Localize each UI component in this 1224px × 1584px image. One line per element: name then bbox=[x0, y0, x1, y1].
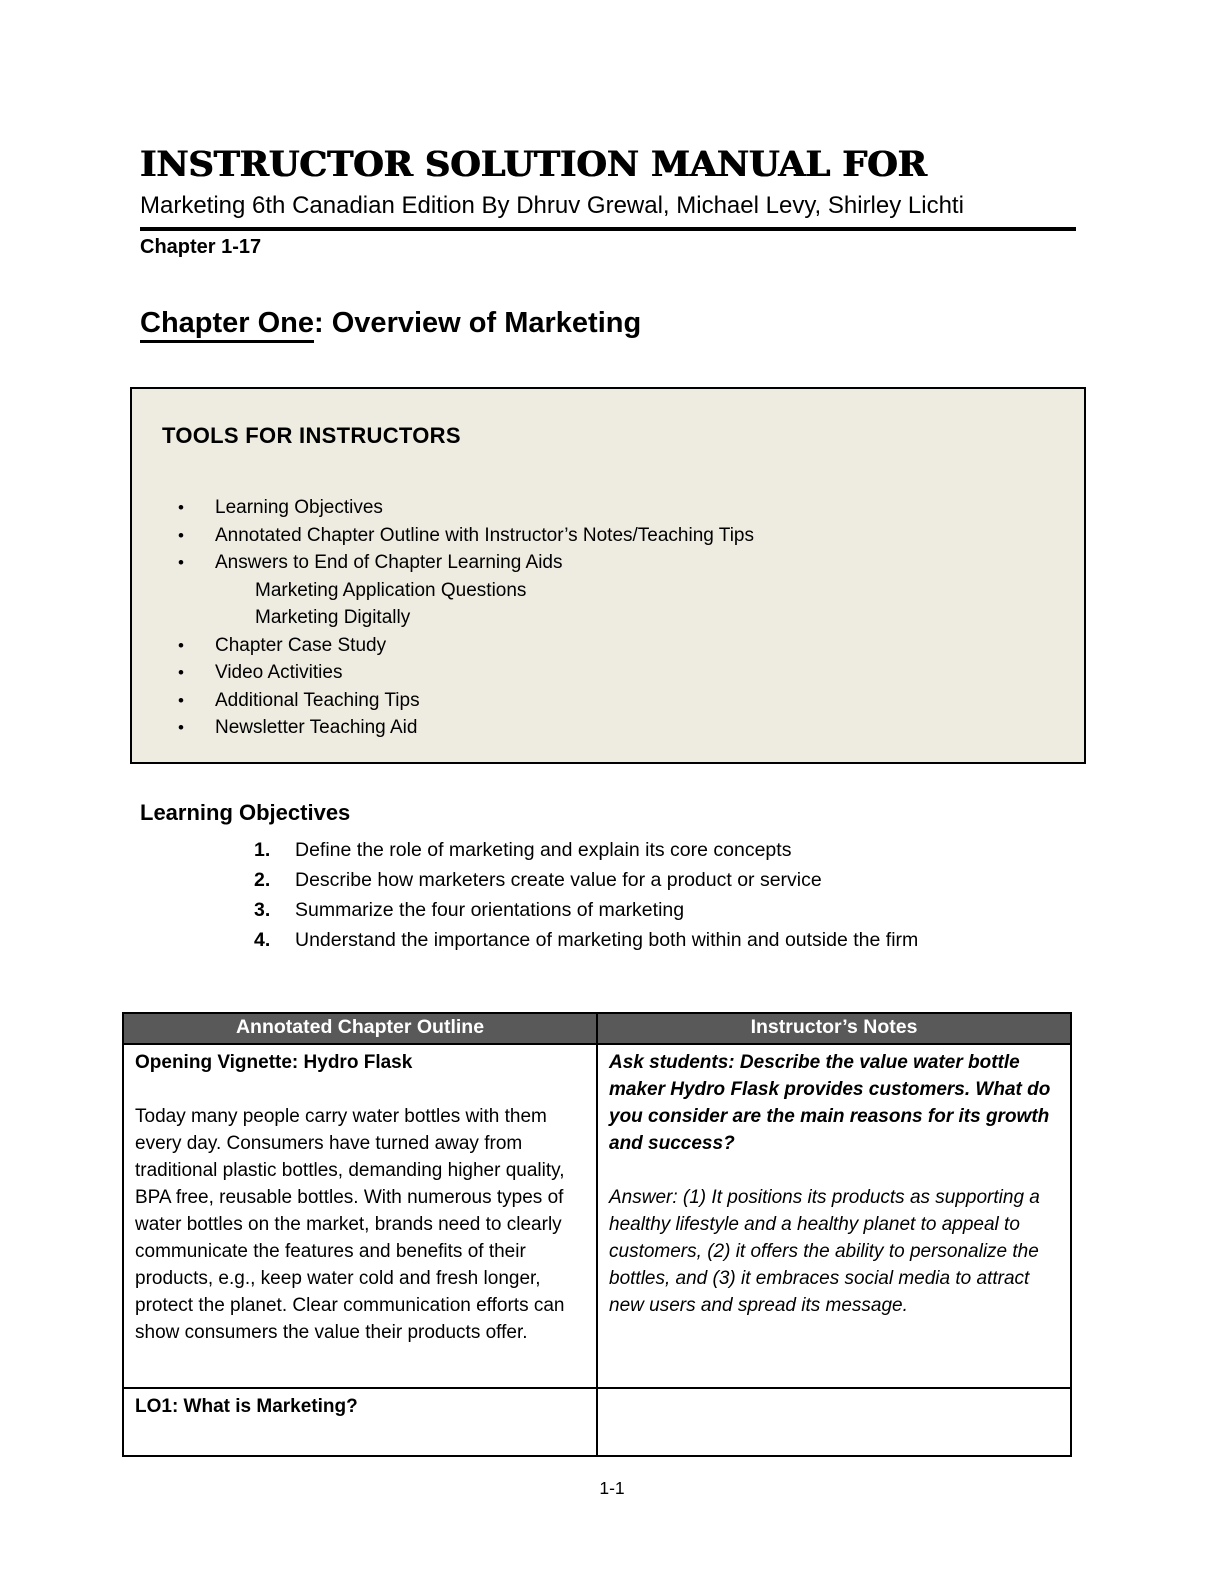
chapter-heading-label: Chapter One bbox=[140, 307, 314, 343]
tools-for-instructors-box bbox=[130, 387, 1086, 764]
objective-item bbox=[140, 835, 1076, 865]
manual-title: INSTRUCTOR SOLUTION MANUAL FOR bbox=[140, 144, 927, 185]
table-row bbox=[123, 1388, 1071, 1456]
chapter-heading bbox=[140, 306, 641, 340]
list-item-label: Marketing Digitally bbox=[255, 607, 411, 628]
outline-cell-opening-vignette bbox=[123, 1044, 597, 1388]
notes-cell-opening-vignette bbox=[597, 1044, 1071, 1388]
list-item bbox=[132, 714, 1084, 742]
objective-item bbox=[140, 925, 1076, 955]
objective-number: 1. bbox=[254, 839, 271, 861]
list-item-label: Learning Objectives bbox=[215, 497, 383, 518]
chapter-heading-separator: : bbox=[314, 307, 332, 339]
bullet-icon: • bbox=[178, 663, 184, 682]
list-item-label: Marketing Application Questions bbox=[255, 579, 527, 601]
bullet-icon: • bbox=[178, 525, 184, 545]
objective-item bbox=[140, 895, 1076, 925]
column-header-annotated-chapter-outline: Annotated Chapter Outline bbox=[123, 1013, 597, 1044]
list-item-label: Annotated Chapter Outline with Instructor’s Notes/Teaching Tips bbox=[215, 524, 754, 546]
objective-number: 3. bbox=[254, 899, 271, 921]
objective-number: 4. bbox=[254, 929, 271, 951]
notes-question: Ask students: Describe the value water bottle maker Hydro Flask provides customers. What do you consider are the main reasons for its growth and success? bbox=[609, 1052, 1051, 1154]
list-item bbox=[132, 522, 1084, 550]
objective-text: Summarize the four orientations of marketing bbox=[295, 899, 685, 921]
list-item-label: Video Activities bbox=[215, 662, 343, 683]
bullet-icon: • bbox=[178, 498, 184, 517]
list-item-sub bbox=[132, 604, 1084, 632]
notes-cell-lo1 bbox=[597, 1388, 1071, 1456]
manual-subtitle: Marketing 6th Canadian Edition By Dhruv Grewal, Michael Levy, Shirley Lichti bbox=[140, 192, 964, 219]
list-item bbox=[132, 632, 1084, 660]
learning-objectives-list bbox=[140, 835, 1076, 955]
outline-cell-lo1 bbox=[123, 1388, 597, 1456]
tools-box-list bbox=[132, 494, 1084, 742]
tools-box-heading: TOOLS FOR INSTRUCTORS bbox=[162, 423, 461, 448]
column-header-instructors-notes: Instructor’s Notes bbox=[597, 1013, 1071, 1044]
list-item-label: Answers to End of Chapter Learning Aids bbox=[215, 552, 563, 573]
list-item-sub bbox=[132, 577, 1084, 605]
list-item bbox=[132, 687, 1084, 715]
list-item-label: Chapter Case Study bbox=[215, 634, 387, 656]
list-item bbox=[132, 549, 1084, 577]
chapter-range: Chapter 1-17 bbox=[140, 236, 262, 258]
bullet-icon: • bbox=[178, 553, 184, 572]
learning-objectives-heading: Learning Objectives bbox=[140, 800, 351, 825]
document-header bbox=[140, 146, 1076, 259]
table-header-row bbox=[123, 1013, 1071, 1044]
header-rule-divider bbox=[140, 227, 1076, 231]
bullet-icon: • bbox=[178, 635, 184, 655]
objective-item bbox=[140, 865, 1076, 895]
outline-cell-title: LO1: What is Marketing? bbox=[135, 1396, 358, 1417]
list-item bbox=[132, 659, 1084, 687]
list-item-label: Additional Teaching Tips bbox=[215, 689, 420, 711]
bullet-icon: • bbox=[178, 718, 184, 737]
objective-text: Define the role of marketing and explain its core concepts bbox=[295, 839, 792, 861]
outline-cell-title: Opening Vignette: Hydro Flask bbox=[135, 1052, 413, 1073]
list-item-label: Newsletter Teaching Aid bbox=[215, 717, 418, 738]
chapter-outline-table bbox=[122, 1012, 1072, 1457]
objective-text: Describe how marketers create value for a product or service bbox=[295, 869, 822, 891]
outline-cell-body: Today many people carry water bottles with them every day. Consumers have turned away from traditional plastic bottles, demanding higher quality, BPA free, reusable bottles. With numerous types of water bottles on the market, brands need to clearly communicate the features and benefits of their products, e.g., keep water cold and fresh longer, protect the planet. Clear communication efforts can show consumers the value their products offer. bbox=[135, 1106, 565, 1343]
page-number: 1-1 bbox=[599, 1478, 625, 1498]
objective-text: Understand the importance of marketing both within and outside the firm bbox=[295, 929, 919, 951]
table-row bbox=[123, 1044, 1071, 1388]
bullet-icon: • bbox=[178, 690, 184, 710]
list-item bbox=[132, 494, 1084, 522]
notes-answer: Answer: (1) It positions its products as supporting a healthy lifestyle and a healthy planet to appeal to customers, (2) it offers the ability to personalize the bottles, and (3) it embraces social media to attract new users and spread its message. bbox=[609, 1187, 1040, 1316]
chapter-heading-title: Overview of Marketing bbox=[331, 307, 642, 339]
objective-number: 2. bbox=[254, 869, 271, 891]
learning-objectives-section bbox=[140, 800, 1076, 955]
